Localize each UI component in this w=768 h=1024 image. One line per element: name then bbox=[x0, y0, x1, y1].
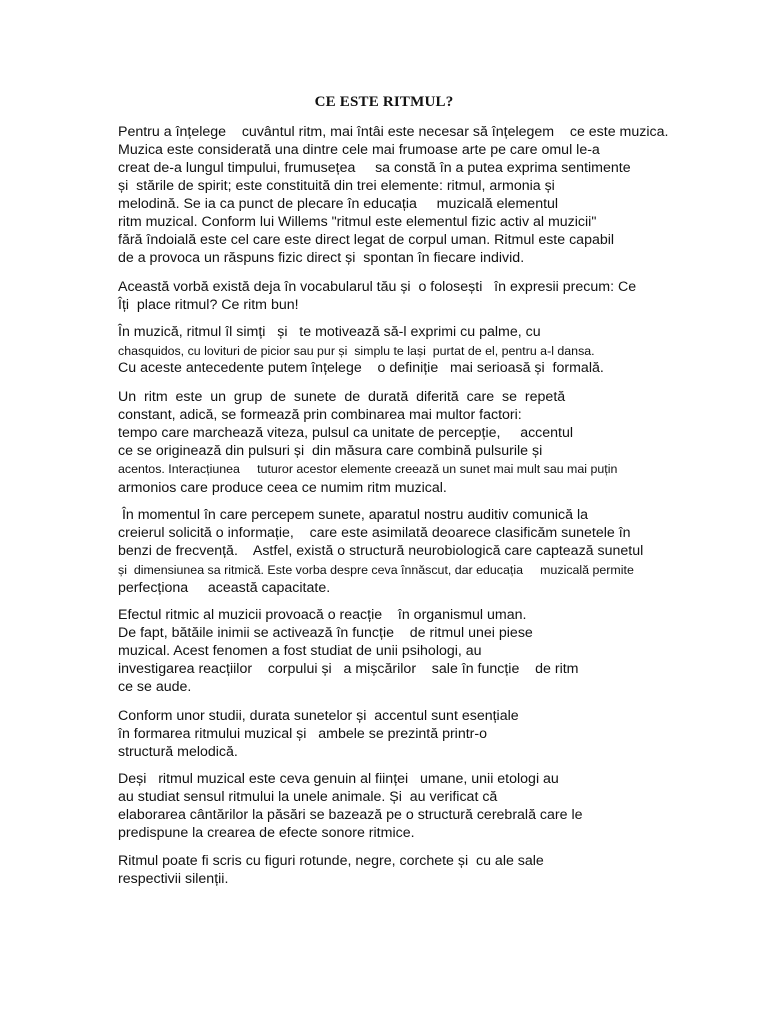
text-line: ce se aude. bbox=[118, 679, 192, 695]
text-line: Deși ritmul muzical este ceva genuin al ființei umane, unii etologi au bbox=[118, 771, 559, 787]
text-line: benzi de frecvență. Astfel, există o structură neurobiologică care captează sunetul bbox=[118, 543, 644, 559]
text-line: predispune la crearea de efecte sonore ritmice. bbox=[118, 825, 415, 841]
text-line: structură melodică. bbox=[118, 744, 238, 760]
text-line: armonios care produce ceea ce numim ritm muzical. bbox=[118, 480, 447, 496]
text-line: Pentru a înțelege cuvântul ritm, mai întâi este necesar să înțelegem ce este muzica. bbox=[118, 124, 669, 140]
text-line: Îți place ritmul? Ce ritm bun! bbox=[118, 297, 299, 313]
text-line: constant, adică, se formează prin combinarea mai multor factori: bbox=[118, 407, 522, 423]
text-line: fără îndoială este cel care este direct legat de corpul uman. Ritmul este capabil bbox=[118, 232, 615, 248]
text-line: Un ritm este un grup de sunete de durată diferită care se repetă bbox=[118, 389, 566, 405]
text-line: respectivii silenții. bbox=[118, 871, 229, 887]
text-line: acentos. Interacțiunea tuturor acestor elemente creează un sunet mai mult sau mai puțin bbox=[118, 462, 618, 476]
text-line: melodină. Se ia ca punct de plecare în educația muzicală elementul bbox=[118, 196, 559, 212]
text-line: Muzica este considerată una dintre cele mai frumoase arte pe care omul le-a bbox=[118, 142, 600, 158]
text-line: creierul solicită o informație, care este asimilată deoarece clasificăm sunetele în bbox=[118, 525, 631, 541]
text-line: au studiat sensul ritmului la unele animale. Și au verificat că bbox=[118, 789, 498, 805]
text-line: tempo care marchează viteza, pulsul ca unitate de percepție, accentul bbox=[118, 425, 574, 441]
text-line: Cu aceste antecedente putem înțelege o definiție mai serioasă și formală. bbox=[118, 360, 604, 376]
page-title: CE ESTE RITMUL? bbox=[314, 94, 454, 110]
text-line: ritm muzical. Conform lui Willems "ritmul este elementul fizic activ al muzicii" bbox=[118, 214, 597, 230]
text-line: perfecționa această capacitate. bbox=[118, 580, 331, 596]
text-line: în formarea ritmului muzical și ambele se prezintă printr-o bbox=[118, 726, 488, 742]
text-line: elaborarea cântărilor la păsări se bazează pe o structură cerebrală care le bbox=[118, 807, 583, 823]
text-line: În momentul în care percepem sunete, aparatul nostru auditiv comunică la bbox=[118, 507, 589, 523]
text-line: Ritmul poate fi scris cu figuri rotunde, negre, corchete și cu ale sale bbox=[118, 853, 544, 869]
text-line: ce se originează din pulsuri și din măsura care combină pulsurile și bbox=[118, 443, 543, 459]
text-line: de a provoca un răspuns fizic direct și spontan în fiecare individ. bbox=[118, 250, 525, 266]
text-line: De fapt, bătăile inimii se activează în funcție de ritmul unei piese bbox=[118, 625, 533, 641]
text-line: În muzică, ritmul îl simți și te motivează să-l exprimi cu palme, cu bbox=[118, 324, 541, 340]
text-line: Conform unor studii, durata sunetelor și accentul sunt esențiale bbox=[118, 708, 519, 724]
text-line: chasquidos, cu lovituri de picior sau pur și simplu te lași purtat de el, pentru a-l dansa. bbox=[118, 344, 595, 358]
text-line: Această vorbă există deja în vocabularul tău și o folosești în expresii precum: Ce bbox=[118, 279, 637, 295]
text-line: și stările de spirit; este constituită din trei elemente: ritmul, armonia și bbox=[118, 178, 555, 194]
text-line: și dimensiunea sa ritmică. Este vorba despre ceva înnăscut, dar educația muzicală permite bbox=[118, 563, 634, 577]
text-line: creat de-a lungul timpului, frumusețea sa constă în a putea exprima sentimente bbox=[118, 160, 631, 176]
text-line: Efectul ritmic al muzicii provoacă o reacție în organismul uman. bbox=[118, 607, 527, 623]
text-line: muzical. Acest fenomen a fost studiat de unii psihologi, au bbox=[118, 643, 482, 659]
text-line: investigarea reacțiilor corpului și a mișcărilor sale în funcție de ritm bbox=[118, 661, 579, 677]
